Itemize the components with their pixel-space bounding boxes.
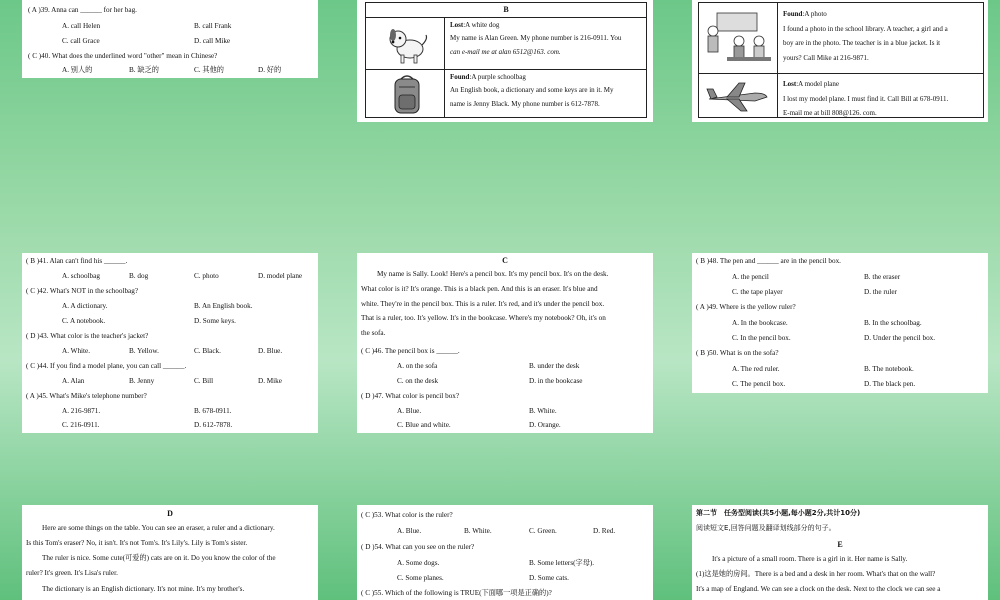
option: B. the eraser xyxy=(864,273,901,281)
table-hline xyxy=(699,73,983,74)
passage-line: It's a picture of a small room. There is a girl in it. Her name is Sally. xyxy=(712,555,908,563)
passage-e xyxy=(696,552,986,597)
option: D. call Mike xyxy=(194,37,231,45)
table-vline xyxy=(444,17,445,117)
question-42: ( C )42. What's NOT in the schoolbag? xyxy=(26,287,139,295)
option: C. Green. xyxy=(529,527,557,535)
schoolbag-illustration-icon xyxy=(390,73,424,115)
question-41: ( B )41. Alan can't find his ______. xyxy=(26,257,128,265)
lost-found-table-b xyxy=(365,2,647,118)
option: D. 好的 xyxy=(258,66,282,74)
lost-item: :A white dog xyxy=(463,21,500,29)
passage-line: My name is Sally. Look! Here's a pencil box. It's my pencil box. It's on the desk. xyxy=(377,270,609,278)
text-line: My name is Alan Green. My phone number is 216-0911. You xyxy=(450,34,622,43)
question-49: ( A )49. Where is the yellow ruler? xyxy=(696,303,796,311)
option: C. 216-0911. xyxy=(62,421,100,429)
option: C. the tape player xyxy=(732,288,783,296)
passage-line: The dictionary is an English dictionary. It's not mine. It's my brother's. xyxy=(42,584,245,593)
found-label: Found xyxy=(450,73,470,81)
option: A. Alan xyxy=(62,377,85,385)
option: D. The black pen. xyxy=(864,380,916,388)
section-header-c: C xyxy=(502,256,508,265)
text-line: boy are in the photo. The teacher is in a blue jacket. Is it xyxy=(783,39,941,48)
question-53: ( C )53. What color is the ruler? xyxy=(361,511,453,519)
option: A. Some dogs. xyxy=(397,559,440,567)
question-46: ( C )46. The pencil box is ______. xyxy=(361,347,460,355)
option: A. schoolbag xyxy=(62,272,100,280)
option: B. An English book. xyxy=(194,302,253,310)
lost-plane-text xyxy=(783,77,948,121)
question-40: ( C )40. What does the underlined word "other" mean in Chinese? xyxy=(28,52,218,60)
section-title: 第二节 任务型阅读(共5小题,每小题2分,共计10分) xyxy=(696,509,861,517)
passage-line: white. They're in the pencil box. This is a ruler. It's red, and it's under the pencil box. xyxy=(361,299,605,308)
option: D. model plane xyxy=(258,272,303,280)
passage-line: Here are some things on the table. You can see an eraser, a ruler and a dictionary. xyxy=(42,524,275,532)
dog-illustration-icon xyxy=(384,23,430,65)
passage-d xyxy=(26,521,316,597)
passage-line: That is a ruler, too. It's yellow. It's in the bookcase. Where's my notebook? Oh, it's on xyxy=(361,314,606,323)
instruction-text: 阅读短文E,回答问题及翻译划线部分的句子。 xyxy=(696,524,836,532)
classroom-photo-icon xyxy=(703,9,773,67)
text-line: yours? Call Mike at 216-9871. xyxy=(783,54,869,63)
option: B. under the desk xyxy=(529,362,580,370)
option: D. in the bookcase xyxy=(529,377,583,385)
card-q39-q40 xyxy=(22,0,318,78)
option: A. 216-9871. xyxy=(62,407,101,415)
card-q53-q55 xyxy=(357,505,653,600)
option: B. dog xyxy=(129,272,149,280)
option: D. Blue. xyxy=(258,347,283,355)
lost-found-table-2 xyxy=(698,2,984,118)
card-reading-b xyxy=(357,0,653,122)
option: A. on the sofa xyxy=(397,362,438,370)
text-line: E-mail me at bill 808@126. com. xyxy=(783,109,877,118)
option: A. Blue. xyxy=(397,407,422,415)
found-bag-text xyxy=(450,71,614,111)
option: B. 缺乏的 xyxy=(129,66,159,74)
question-43: ( D )43. What color is the teacher's jacket? xyxy=(26,332,149,340)
passage-c xyxy=(361,267,651,341)
option: C. Blue and white. xyxy=(397,421,451,429)
text-line: I lost my model plane. I must find it. Call Bill at 678-0911. xyxy=(783,94,949,103)
option: D. Some cats. xyxy=(529,574,569,582)
option: D. 612-7878. xyxy=(194,421,233,429)
option: C. The pencil box. xyxy=(732,380,786,388)
option: A. White. xyxy=(62,347,91,355)
text-line: can e-mail me at alan 6512@163. com. xyxy=(450,47,561,56)
card-q41-q45 xyxy=(22,253,318,433)
lost-label: Lost xyxy=(783,80,797,88)
option: D. Orange. xyxy=(529,421,561,429)
option: C. call Grace xyxy=(62,37,100,45)
option: A. 别人的 xyxy=(62,66,93,74)
option: B. 678-0911. xyxy=(194,407,232,415)
option: C. 其他的 xyxy=(194,66,224,74)
card-task-reading-e xyxy=(692,505,988,600)
lost-item: :A model plane xyxy=(796,80,840,88)
question-44: ( C )44. If you find a model plane, you can call ______. xyxy=(26,362,187,370)
option: A. Blue. xyxy=(397,527,422,535)
option: A. In the bookcase. xyxy=(732,319,788,327)
option: C. Bill xyxy=(194,377,214,385)
passage-line: The ruler is nice. Some cute(可爱的) cats are on it. Do you know the color of the xyxy=(42,554,276,563)
section-header-b: B xyxy=(503,5,509,14)
option: B. White. xyxy=(464,527,492,535)
passage-line: (1)这是她的房间。There is a bed and a desk in her room. What's that on the wall? xyxy=(696,570,936,579)
question-48: ( B )48. The pen and ______ are in the pencil box. xyxy=(696,257,841,265)
option: C. In the pencil box. xyxy=(732,334,791,342)
card-reading-d xyxy=(22,505,318,600)
card-q48-q50 xyxy=(692,253,988,393)
lost-label: Lost xyxy=(450,21,464,29)
option: D. Mike xyxy=(258,377,282,385)
option: B. The notebook. xyxy=(864,365,914,373)
lost-dog-text xyxy=(450,19,621,59)
section-header-d: D xyxy=(167,509,173,518)
option: B. Some letters(字母). xyxy=(529,559,595,567)
option: A. A dictionary. xyxy=(62,302,108,310)
question-45: ( A )45. What's Mike's telephone number? xyxy=(26,392,147,400)
question-50: ( B )50. What is on the sofa? xyxy=(696,349,779,357)
table-hline xyxy=(366,17,646,18)
text-line: An English book, a dictionary and some keys are in it. My xyxy=(450,86,614,95)
option: C. on the desk xyxy=(397,377,439,385)
option: B. Yellow. xyxy=(129,347,159,355)
option: B. White. xyxy=(529,407,557,415)
option: D. Some keys. xyxy=(194,317,236,325)
text-line: I found a photo in the school library. A teacher, a girl and a xyxy=(783,24,948,33)
option: A. the pencil xyxy=(732,273,769,281)
question-39: ( A )39. Anna can ______ for her bag. xyxy=(28,6,137,14)
option: C. Black. xyxy=(194,347,221,355)
question-54: ( D )54. What can you see on the ruler? xyxy=(361,543,475,551)
option: B. call Frank xyxy=(194,22,232,30)
table-vline xyxy=(777,3,778,117)
question-47: ( D )47. What color is pencil box? xyxy=(361,392,460,400)
found-photo-text xyxy=(783,7,948,66)
found-label: Found xyxy=(783,10,803,18)
option: A. call Helen xyxy=(62,22,101,30)
card-reading-c xyxy=(357,253,653,433)
option: D. the ruler xyxy=(864,288,897,296)
passage-line: ruler? It's green. It's Lisa's ruler. xyxy=(26,569,118,578)
model-plane-icon xyxy=(705,79,771,113)
option: A. The red ruler. xyxy=(732,365,780,373)
option: D. Red. xyxy=(593,527,616,535)
passage-line: What color is it? It's orange. This is a black pen. And this is an eraser. It's blue and xyxy=(361,284,598,293)
found-item: :A purple schoolbag xyxy=(469,73,526,81)
option: D. Under the pencil box. xyxy=(864,334,936,342)
option: B. Jenny xyxy=(129,377,155,385)
found-item: :A photo xyxy=(802,10,827,18)
option: C. Some planes. xyxy=(397,574,444,582)
text-line: name is Jenny Black. My phone number is 612-7878. xyxy=(450,99,600,108)
option: B. In the schoolbag. xyxy=(864,319,922,327)
section-header-e: E xyxy=(837,540,843,549)
option: C. photo xyxy=(194,272,219,280)
table-hline xyxy=(366,69,646,70)
passage-line: Is this Tom's eraser? No, it isn't. It's not Tom's. It's Lily's. Lily is Tom's sister. xyxy=(26,539,248,548)
option: C. A notebook. xyxy=(62,317,106,325)
passage-line: It's a map of England. We can see a clock on the desk. Next to the clock we can see a xyxy=(696,585,941,594)
card-reading-photo-plane xyxy=(692,0,988,122)
question-55: ( C )55. Which of the following is TRUE(下面哪一项是正确的)? xyxy=(361,589,552,597)
passage-line: the sofa. xyxy=(361,329,386,338)
